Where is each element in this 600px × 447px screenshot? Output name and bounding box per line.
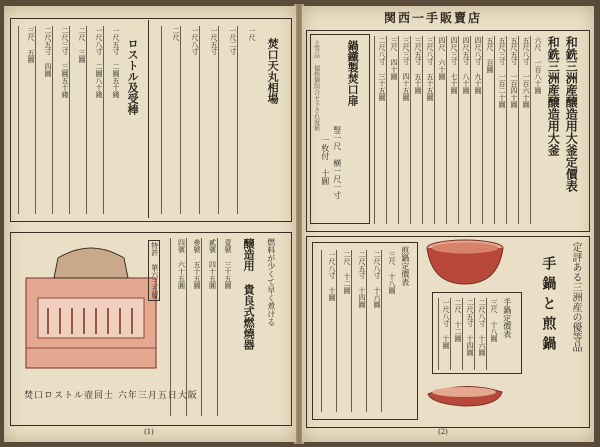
kettle-row: 三尺三寸 四十五圓 [398, 36, 410, 224]
bottom-caption: 焚口ロストル壺回土 六年三月五日大阪 [24, 391, 198, 401]
kettle-row: 五尺八寸 一百六十圓 [518, 36, 530, 224]
kettle-table-title-alt: 和銑三洲産醸造用大釜 [546, 36, 561, 156]
pan-subtitle: 定評ある三洲産の優等品 [570, 242, 581, 352]
shop-name: 関西一手販賣店 [384, 11, 483, 25]
grate-row: 二尺 三圓 [69, 26, 86, 214]
frying-table-title: 煎鍋定價表 [400, 246, 410, 286]
frying-row: 二尺五寸 十四圓 [351, 250, 366, 412]
section-divider [148, 20, 149, 218]
frying-row: 一尺八寸 十圓 [321, 250, 336, 412]
door-price: 一枚付 十圓 [320, 136, 330, 185]
firebox-row: 一尺二寸 [218, 26, 237, 214]
door-title: 鍋鐵製焚口扉 [346, 40, 360, 106]
grate-title: ロストル及受棒 [126, 38, 140, 115]
pan-row: 三尺 十八圓 [486, 298, 498, 370]
pan-row: 二尺八寸 十六圓 [474, 298, 486, 370]
frying-row: 二尺 十二圓 [336, 250, 351, 412]
frying-price-table [318, 250, 396, 410]
frying-pan-image [424, 380, 506, 410]
furnace-row: 四號 六十五圓 [170, 238, 186, 416]
grate-row: 三尺 五圓 [18, 26, 35, 214]
kettle-row: 三尺八寸 五十五圓 [422, 36, 434, 224]
left-page [4, 6, 296, 442]
furnace-sub: 燃料が少くて早く煮ける [266, 238, 276, 326]
kettle-row: 四尺八寸 九十圓 [470, 36, 482, 224]
kettle-table-title: 和銑三洲産醸造用大釜定價表 [564, 36, 579, 192]
furnace-row: 貳號 四十五圓 [201, 238, 217, 416]
kettle-row: 六尺 一百八十圓 [530, 36, 542, 224]
furnace-title: 醸造用 貴良式燃燒器 [242, 238, 256, 350]
grate-row: 二尺三寸 三圓五十錢 [52, 26, 69, 214]
firebox-row: 一尺五寸 [199, 26, 218, 214]
hand-pan-image [424, 238, 506, 288]
firebox-row: 一尺八寸 [180, 26, 199, 214]
frying-row: 三尺 十八圓 [381, 250, 396, 412]
pan-price-table [438, 298, 498, 368]
kettle-row: 五尺五寸 一百四十圓 [506, 36, 518, 224]
door-sizes: 竪一尺 横一尺一寸 [332, 126, 342, 199]
furnace-row: 壹號 三十五圓 [217, 238, 233, 416]
kettle-price-table [374, 36, 542, 222]
kettle-row: 三尺五寸 五十圓 [410, 36, 422, 224]
pan-section-title: 手鍋と煎鍋 [540, 256, 557, 356]
patent-label: 特許 第六三五號 [148, 240, 160, 301]
grate-row: 一尺五寸 二圓五十錢 [103, 26, 120, 214]
firebox-row: 二尺 [161, 26, 180, 214]
grate-table [16, 26, 120, 212]
pan-row: 二尺五寸 十四圓 [462, 298, 474, 370]
page-number: (2) [438, 428, 448, 436]
right-page [302, 6, 594, 442]
kettle-row: 三尺 四十圓 [386, 36, 398, 224]
grate-row: 一尺八寸 二圓八十錢 [86, 26, 103, 214]
pan-table-title: 手鍋定價表 [502, 298, 512, 338]
kettle-row: 四尺 六十圓 [434, 36, 446, 224]
furnace-row: 參號 五十五圓 [186, 238, 202, 416]
page-number: (1) [144, 428, 154, 436]
firebox-title: 焚口天丸相場 [266, 38, 280, 104]
grate-row: 二尺五寸 四圓 [35, 26, 52, 214]
kettle-row: 四尺三寸 七十圓 [446, 36, 458, 224]
kettle-row: 五尺 百圓 [482, 36, 494, 224]
door-note: 上等品 價格御問合せ下され度候 [312, 40, 320, 131]
kettle-row: 四尺五寸 八十圓 [458, 36, 470, 224]
kettle-row: 五尺三寸 一百二十圓 [494, 36, 506, 224]
firebox-row: 一尺 [237, 26, 256, 214]
firebox-table [156, 26, 256, 212]
frying-row: 二尺八寸 十六圓 [366, 250, 381, 412]
pan-row: 一尺八寸 十圓 [438, 298, 450, 370]
furnace-illustration [18, 238, 164, 378]
pan-row: 二尺 十二圓 [450, 298, 462, 370]
kettle-row: 二尺八寸 三十五圓 [374, 36, 386, 224]
